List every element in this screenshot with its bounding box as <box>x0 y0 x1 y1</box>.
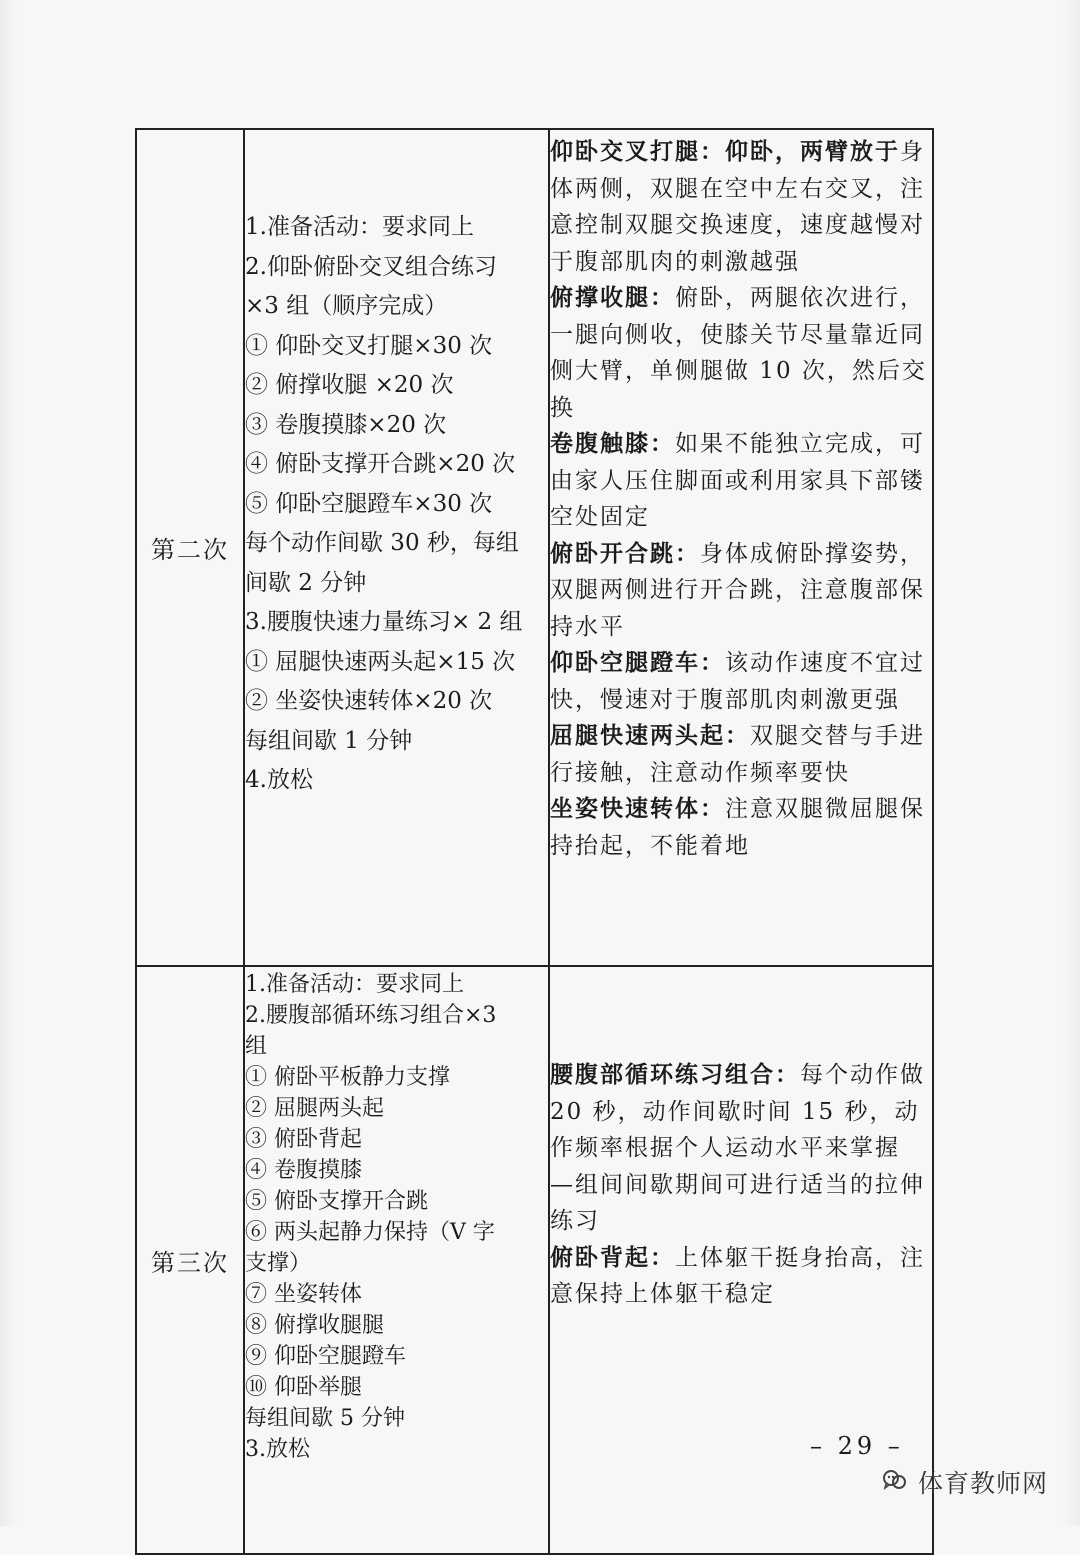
step-line: 1.准备活动：要求同上 <box>245 214 474 240</box>
note-term: 俯卧开合跳： <box>550 539 700 567</box>
step-line: ① 屈腿快速两头起×15 次 <box>245 648 516 675</box>
watermark <box>880 1464 1048 1500</box>
step-line: 2.腰腹部循环练习组合×3 <box>245 1003 497 1028</box>
step-line: ④ 俯卧支撑开合跳×20 次 <box>245 451 516 477</box>
note-text: 身体成俯卧撑姿势，双腿两侧进行开合跳，注意腹部保持水平 <box>550 540 925 640</box>
note-paragraph <box>550 1057 932 1167</box>
step-line: ① 俯卧平板静力支撑 <box>245 1065 450 1090</box>
step-line: 每个动作间歇 30 秒，每组 <box>245 530 519 556</box>
note-text: 身体两侧，双腿在空中左右交叉，注意控制双腿交换速度，速度越慢对于腹部肌肉的刺激越强 <box>550 139 925 275</box>
step-line: 每组间歇 5 分钟 <box>245 1406 405 1431</box>
note-text: 每个动作做 20 秒，动作间歇时间 15 秒，动作频率根据个人运动水平来掌握 <box>550 1062 925 1161</box>
note-paragraph <box>550 1167 932 1240</box>
note-term: 仰卧交叉打腿：仰卧，两臂放于 <box>550 138 900 165</box>
note-term: 坐姿快速转体： <box>550 795 725 822</box>
step-line: ④ 卷腹摸膝 <box>245 1158 362 1183</box>
step-line: ② 屈腿两头起 <box>245 1096 384 1121</box>
step-line: ③ 卷腹摸膝×20 次 <box>245 411 447 438</box>
note-text: —组间间歇期间可进行适当的拉伸练习 <box>550 1171 925 1234</box>
note-term: 俯卧背起： <box>550 1243 675 1271</box>
step-line: ×3 组（顺序完成） <box>245 293 448 319</box>
step-line: 每组间歇 1 分钟 <box>245 727 413 754</box>
note-text: 注意双腿微屈腿保持抬起，不能着地 <box>550 796 925 859</box>
step-line: 组 <box>245 1034 268 1059</box>
step-line: 4.放松 <box>245 767 313 793</box>
step-line: ⑨ 仰卧空腿蹬车 <box>245 1344 406 1369</box>
step-line: ② 坐姿快速转体×20 次 <box>245 688 493 714</box>
table-row <box>136 966 933 1554</box>
step-line: ② 俯撑收腿 ×20 次 <box>245 372 454 398</box>
watermark-text: 体育教师网 <box>918 1469 1049 1498</box>
note-text: 如果不能独立完成，可由家人压住脚面或利用家具下部镂空处固定 <box>550 431 925 530</box>
note-term: 卷腹触膝： <box>550 430 675 457</box>
note-term: 屈腿快速两头起： <box>550 722 750 749</box>
step-line: 3.放松 <box>245 1437 310 1462</box>
note-paragraph <box>550 280 932 426</box>
step-line: ⑦ 坐姿转体 <box>245 1282 362 1307</box>
exercise-steps <box>244 966 549 1554</box>
note-paragraph <box>550 718 932 791</box>
step-line: 支撑） <box>245 1251 312 1276</box>
note-term: 仰卧空腿蹬车： <box>550 649 725 676</box>
note-term: 腰腹部循环练习组合： <box>550 1061 800 1088</box>
note-paragraph <box>550 536 932 646</box>
step-line: ⑩ 仰卧举腿 <box>245 1375 362 1400</box>
exercise-notes <box>549 966 933 1554</box>
session-label: 第三次 <box>136 966 244 1554</box>
note-text: 俯卧，两腿依次进行，一腿向侧收，使膝关节尽量靠近同侧大臂，单侧腿做 10 次，然后交换 <box>550 285 927 421</box>
step-line: 1.准备活动：要求同上 <box>245 972 464 997</box>
step-line: 3.腰腹快速力量练习× 2 组 <box>245 609 523 635</box>
note-text: 上体躯干挺身抬高，注意保持上体躯干稳定 <box>550 1244 925 1307</box>
note-paragraph <box>550 645 932 718</box>
step-line: ① 仰卧交叉打腿×30 次 <box>245 332 493 359</box>
note-paragraph <box>550 134 932 280</box>
page-number: – 29 – <box>810 1432 904 1460</box>
training-plan-table <box>135 128 934 1555</box>
note-term: 俯撑收腿： <box>550 284 675 311</box>
note-paragraph <box>550 791 932 864</box>
step-line: 2.仰卧俯卧交叉组合练习 <box>245 253 497 280</box>
note-text: 双腿交替与手进行接触，注意动作频率要快 <box>550 723 925 786</box>
table-row <box>136 129 933 966</box>
note-text: 该动作速度不宜过快，慢速对于腹部肌肉刺激更强 <box>550 650 925 713</box>
note-paragraph <box>550 1240 932 1313</box>
step-line: ⑤ 俯卧支撑开合跳 <box>245 1189 428 1214</box>
step-line: ⑧ 俯撑收腿腿 <box>245 1313 384 1338</box>
wechat-icon <box>880 1466 910 1498</box>
step-line: ⑤ 仰卧空腿蹬车×30 次 <box>245 490 493 517</box>
step-line: ⑥ 两头起静力保持（V 字 <box>245 1220 495 1245</box>
step-line: ③ 俯卧背起 <box>245 1127 362 1152</box>
step-line: 间歇 2 分钟 <box>245 569 367 596</box>
note-paragraph <box>550 426 932 536</box>
exercise-steps <box>244 129 549 966</box>
session-label: 第二次 <box>136 129 244 966</box>
exercise-notes <box>549 129 933 966</box>
